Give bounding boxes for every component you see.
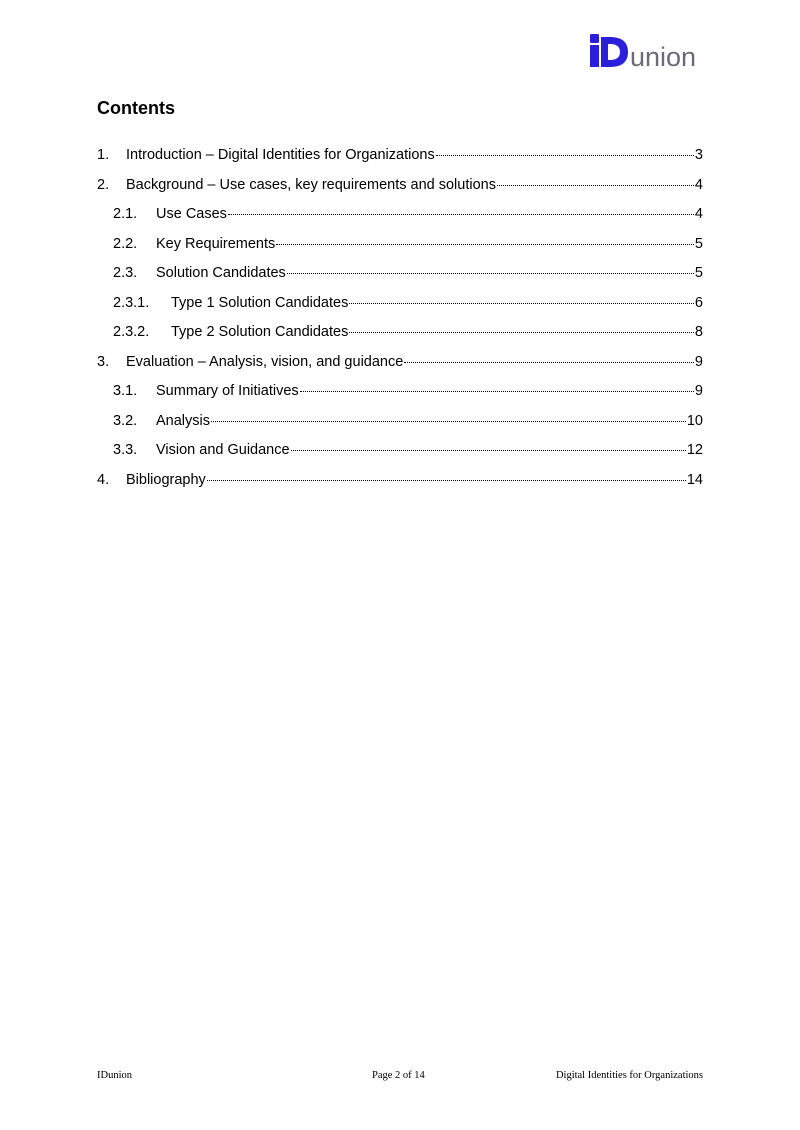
toc-entry-page: 8 xyxy=(694,324,703,340)
toc-entry-number: 2.3.1. xyxy=(113,294,150,311)
toc-dot-leader xyxy=(404,350,694,363)
toc-entry[interactable] xyxy=(97,259,703,289)
toc-entry-page: 9 xyxy=(694,383,703,399)
toc-dot-leader xyxy=(291,438,686,451)
toc-dot-leader xyxy=(276,232,694,245)
toc-entry-number: 4. xyxy=(97,471,110,488)
toc-entry-page: 6 xyxy=(694,294,703,311)
toc-dot-leader xyxy=(497,173,694,186)
toc-entry[interactable] xyxy=(97,318,703,348)
toc-entry[interactable] xyxy=(97,171,703,201)
toc-entry-number: 1. xyxy=(97,147,110,163)
toc-entry-title: Summary of Initiatives xyxy=(156,383,299,399)
toc-entry-title: Type 1 Solution Candidates xyxy=(171,294,349,311)
footer-left: IDunion xyxy=(97,1070,132,1081)
toc-entry-title: Type 2 Solution Candidates xyxy=(171,324,349,340)
toc-dot-leader xyxy=(211,409,686,422)
toc-entry[interactable] xyxy=(97,436,703,466)
toc-entry-number: 2.3. xyxy=(113,265,138,281)
toc-entry[interactable] xyxy=(97,348,703,378)
toc-entry-number: 2.3.2. xyxy=(113,324,150,340)
toc-entry-title: Key Requirements xyxy=(156,235,276,252)
toc-dot-leader xyxy=(287,261,694,274)
toc-entry-title: Evaluation – Analysis, vision, and guidance xyxy=(126,353,404,370)
toc-entry-page: 4 xyxy=(694,206,703,222)
toc-entry-page: 4 xyxy=(694,176,703,193)
toc-entry-title: Background – Use cases, key requirements and solutions xyxy=(126,176,496,193)
toc-entry[interactable] xyxy=(97,407,703,437)
idunion-logo xyxy=(588,32,706,72)
toc-entry-number: 3.1. xyxy=(113,383,138,399)
toc-dot-leader xyxy=(228,202,694,215)
toc-entry[interactable] xyxy=(97,230,703,260)
toc-entry[interactable] xyxy=(97,377,703,407)
idunion-logo-icon xyxy=(588,32,706,72)
toc-entry[interactable] xyxy=(97,200,703,230)
toc-entry-page: 12 xyxy=(686,442,703,458)
footer-right: Digital Identities for Organizations xyxy=(555,1070,703,1081)
toc-entry-title: Solution Candidates xyxy=(156,265,286,281)
toc-entry-page: 14 xyxy=(686,471,703,488)
toc-dot-leader xyxy=(207,468,686,481)
toc-entry-title: Analysis xyxy=(156,412,210,429)
toc-entry[interactable] xyxy=(97,466,703,496)
toc-entry-number: 2.1. xyxy=(113,206,138,222)
toc-dot-leader xyxy=(349,291,694,304)
footer-page-number: Page 2 of 14 xyxy=(372,1070,425,1081)
toc-entry-number: 3. xyxy=(97,353,110,370)
svg-text:union: union xyxy=(630,42,697,72)
toc-entry-page: 5 xyxy=(694,265,703,281)
toc-entry-page: 9 xyxy=(694,353,703,370)
toc-entry-title: Bibliography xyxy=(126,471,206,488)
toc-entry-number: 2.2. xyxy=(113,235,138,252)
toc-entry[interactable] xyxy=(97,289,703,319)
toc-entry-page: 5 xyxy=(694,235,703,252)
toc-dot-leader xyxy=(300,379,694,392)
toc-entry-number: 2. xyxy=(97,176,110,193)
toc-dot-leader xyxy=(436,143,694,156)
toc-entry-title: Introduction – Digital Identities for Organizations xyxy=(126,147,435,163)
toc-entry[interactable] xyxy=(97,141,703,171)
toc-dot-leader xyxy=(349,320,694,333)
toc-entry-number: 3.2. xyxy=(113,412,138,429)
table-of-contents xyxy=(97,141,703,495)
toc-entry-title: Vision and Guidance xyxy=(156,442,290,458)
toc-entry-number: 3.3. xyxy=(113,442,138,458)
toc-entry-title: Use Cases xyxy=(156,206,227,222)
toc-entry-page: 10 xyxy=(686,412,703,429)
toc-entry-page: 3 xyxy=(694,147,703,163)
toc-title: Contents xyxy=(97,98,175,118)
